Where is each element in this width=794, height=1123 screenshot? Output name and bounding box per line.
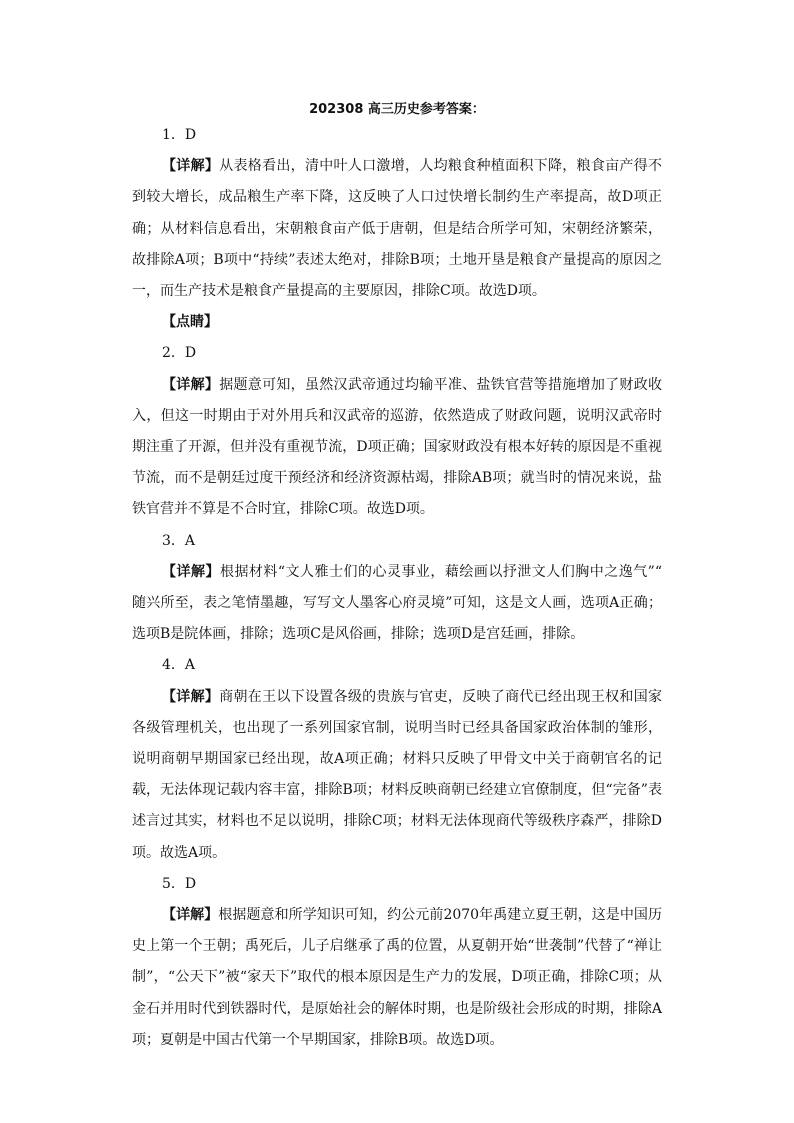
document-title: 202308 高三历史参考答案： — [309, 102, 485, 117]
question-number: 2．D — [162, 345, 197, 362]
detail-text: 商朝在王以下设置各级的贵族与官吏，反映了商代已经出现王权和国家各级管理机关，也出现了一系列国家官制，说明当时已经具备国家政治体制的雏形，说明商朝早期国家已经出现，故A项正确；材料只反映了甲骨文中关于商朝官名的记载，无法体现记载内容丰富，排除B项；材料反映商朝已经建立官僚制度，但“完备”表述言过其实，材料也不足以说明，排除C项；材料无法体现商代等级秩序森严，排除D项。故选A项。 — [132, 688, 663, 861]
question-number: 4．A — [162, 657, 196, 674]
answer-detail — [132, 682, 662, 869]
detail-tag: 【详解】 — [162, 376, 220, 393]
detail-text: 据题意可知，虽然汉武帝通过均输平准、盐铁官营等措施增加了财政收入，但这一时期由于对外用兵和汉武帝的巡游，依然造成了财政问题，说明汉武帝时期注重了开源，但并没有重视节流，D项正确；国家财政没有根本好转的原因是不重视节流，而不是朝廷过度干预经济和经济资源枯竭，排除AB项；就当时的情况来说，盐铁官营并不算是不合时宜，排除C项。故选D项。 — [132, 376, 663, 518]
detail-text: 根据题意和所学知识可知，约公元前2070年禹建立夏王朝，这是中国历史上第一个王朝；禹死后，儿子启继承了禹的位置，从夏朝开始“世袭制”代替了“禅让制”，“公天下”被“家天下”取代的根本原因是生产力的发展，D项正确，排除C项；从金石并用时代到铁器时代，是原始社会的解体时期，也是阶级社会形成的时期，排除A项；夏朝是中国古代第一个早期国家，排除B项。故选D项。 — [132, 907, 662, 1048]
answer-list — [132, 120, 662, 1056]
detail-text: 根据材料“文人雅士们的心灵事业，藉绘画以抒泄文人们胸中之逸气”“ 随兴所至，表之笔情墨趣，写写文人墨客心府灵境”可知，这是文人画，选项A正确；选项B是院体画，排除；选项C是风俗画，排除；选项D是宫廷画，排除。 — [132, 563, 662, 643]
question-number: 5．D — [162, 875, 197, 892]
answer-detail — [132, 557, 662, 651]
note-tag: 【点睛】 — [162, 314, 218, 331]
detail-text: 从表格看出，清中叶人口激增，人均粮食种植面积下降，粮食亩产得不到较大增长，成品粮生产率下降，这反映了人口过快增长制约生产率提高，故D项正确；从材料信息看出，宋朝粮食亩产低于唐朝，但是结合所学可知，宋朝经济繁荣，故排除A项；B项中“持续”表述太绝对，排除B项；土地开垦是粮食产量提高的原因之一，而生产技术是粮食产量提高的主要原因，排除C项。故选D项。 — [132, 158, 663, 300]
answer-detail — [132, 900, 662, 1056]
detail-tag: 【详解】 — [162, 907, 219, 924]
answer-detail — [132, 151, 662, 307]
answer-detail — [132, 370, 662, 526]
detail-tag: 【详解】 — [162, 563, 220, 580]
question-number: 1．D — [162, 127, 197, 143]
detail-tag: 【详解】 — [162, 688, 220, 705]
detail-tag: 【详解】 — [162, 158, 220, 175]
question-number: 3．A — [162, 532, 196, 549]
